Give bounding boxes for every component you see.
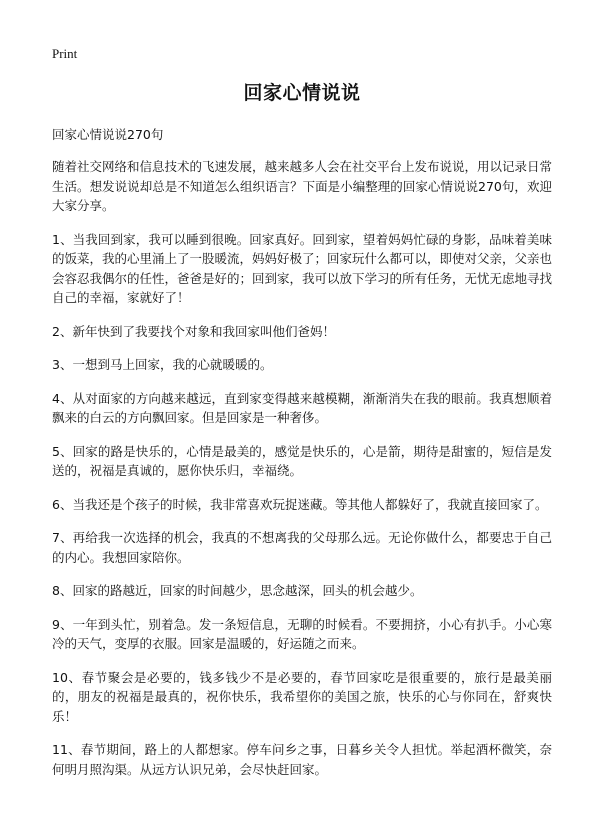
document-body <box>52 78 552 793</box>
page-title: 回家心情说说 <box>243 82 361 104</box>
list-item: 10、春节聚会是必要的，钱多钱少不是必要的，春节回家吃是很重要的，旅行是最美丽的，朋友的祝福是最真的，祝你快乐，我希望你的美国之旅，快乐的心与你同在，舒爽快乐！ <box>52 669 552 724</box>
print-link[interactable]: Print <box>52 46 78 61</box>
list-item: 1、当我回到家，我可以睡到很晚。回家真好。回到家，望着妈妈忙碌的身影，品味着美味的饭菜，我的心里涌上了一股暖流，妈妈好极了；回家玩什么都可以，即使对父亲，父亲也会容忍我偶尔的任性，爸爸是好的；回到家，我可以放下学习的所有任务，无忧无虑地寻找自己的幸福，家就好了！ <box>52 231 553 305</box>
intro-paragraph: 随着社交网络和信息技术的飞速发展，越来越多人会在社交平台上发布说说，用以记录日常生活。想发说说却总是不知道怎么组织语言？下面是小编整理的回家心情说说270句，欢迎大家分享。 <box>52 159 553 213</box>
list-item: 6、当我还是个孩子的时候，我非常喜欢玩捉迷藏。等其他人都躲好了，我就直接回家了。 <box>52 496 548 512</box>
document-subtitle: 回家心情说说270句 <box>52 127 164 142</box>
list-item: 7、再给我一次选择的机会，我真的不想离我的父母那么远。无论你做什么，都要忠于自己的内心。我想回家陪你。 <box>52 530 552 565</box>
list-item: 3、一想到马上回家，我的心就暖暖的。 <box>52 357 273 372</box>
list-item: 4、从对面家的方向越来越远，直到家变得越来越模糊，渐渐消失在我的眼前。我真想顺着飘来的白云的方向飘回家。但是回家是一种奢侈。 <box>52 390 552 425</box>
list-item: 9、一年到头忙，别着急。发一条短信息，无聊的时候看。不要拥挤，小心有扒手。小心寒冷的天气，变厚的衣服。回家是温暖的，好运随之而来。 <box>52 616 552 651</box>
list-item: 2、新年快到了我要找个对象和我回家叫他们爸妈！ <box>52 323 335 339</box>
list-item: 11、春节期间，路上的人都想家。停车问乡之事，日暮乡关令人担忧。举起酒杯微笑，奈何明月照沟渠。从远方认识兄弟，会尽快赶回家。 <box>52 742 552 777</box>
list-item: 5、回家的路是快乐的，心情是最美的，感觉是快乐的，心是箭，期待是甜蜜的，短信是发送的，祝福是真诚的，愿你快乐归，幸福绕。 <box>52 443 552 478</box>
list-item: 8、回家的路越近，回家的时间越少，思念越深，回头的机会越少。 <box>52 583 423 598</box>
